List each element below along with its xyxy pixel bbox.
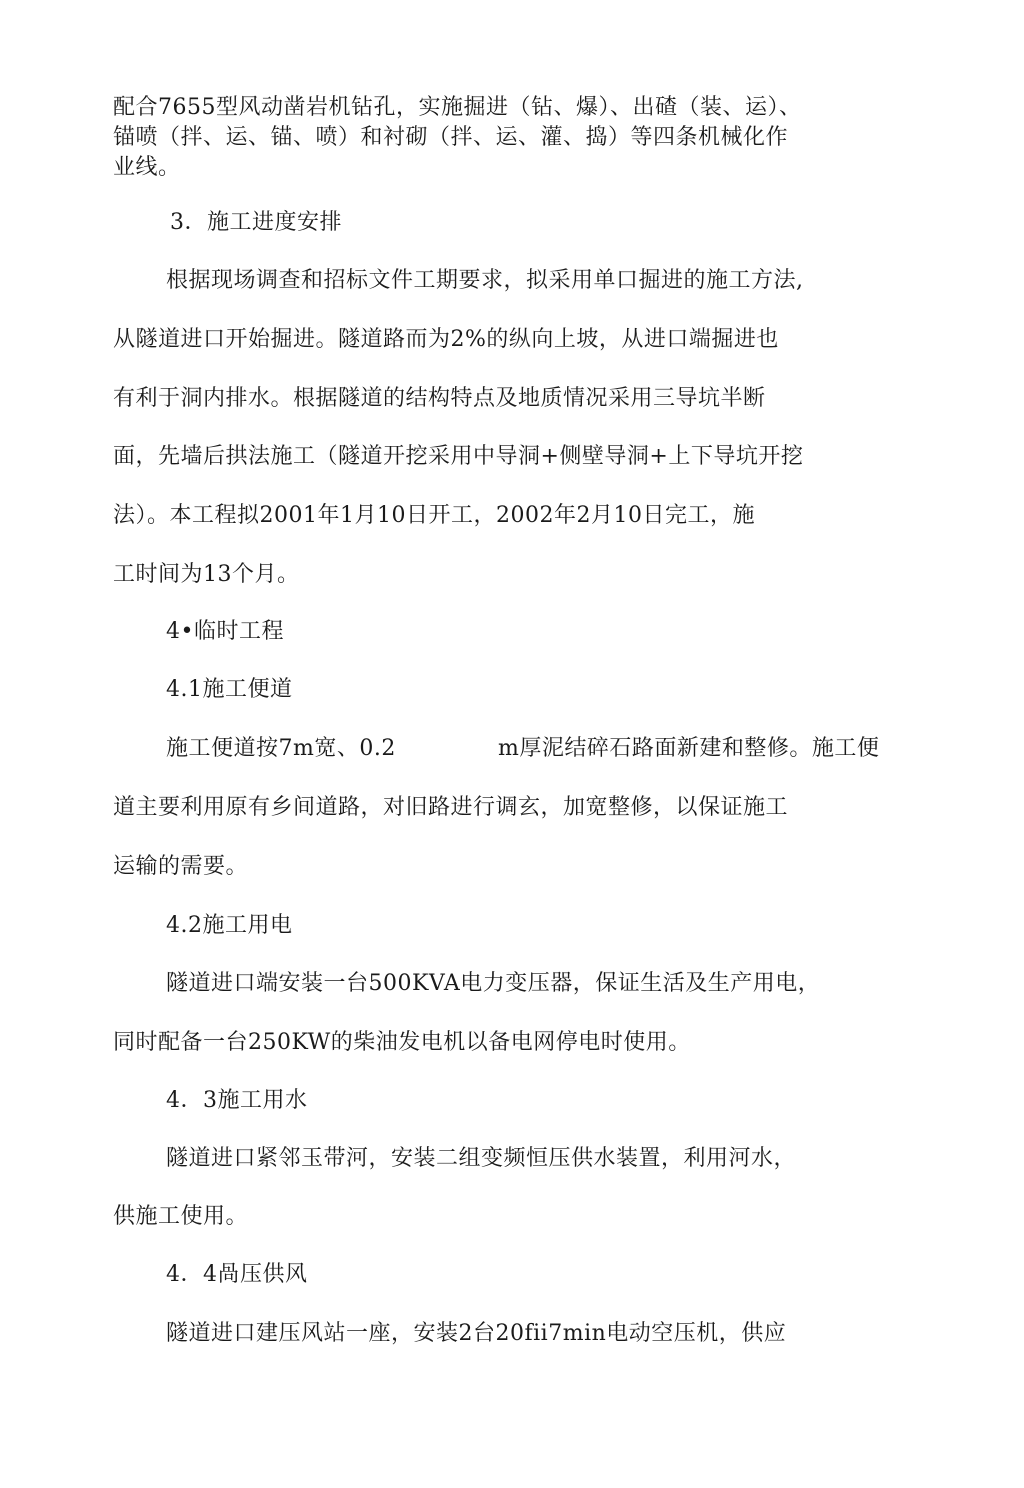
text-line: 供施工使用。	[113, 1204, 249, 1229]
text-line: 隧道进口紧邻玉带河，安装二组变频恒压供水装置，利用河水，	[166, 1146, 797, 1171]
text-line: 道主要利用原有乡间道路，对旧路进行调玄，加宽整修，以保证施工	[113, 795, 789, 820]
text-line: 施工便道按7m宽、0.2	[166, 736, 396, 761]
text-line: 有利于洞内排水。根据隧道的结构特点及地质情况采用三导坑半断	[113, 386, 766, 411]
subsection-heading: 4．3施工用水	[166, 1088, 308, 1113]
text-line: 同时配备一台250KW的柴油发电机以备电网停电时使用。	[113, 1030, 691, 1055]
subsection-heading: 4.1施工便道	[166, 677, 293, 702]
text-line: 工时间为13个月。	[113, 562, 300, 587]
section-heading: 3．施工进度安排	[170, 210, 342, 235]
subsection-heading: 4.2施工用电	[166, 913, 293, 938]
subsection-heading: 4．4咼压供风	[166, 1262, 308, 1287]
text-line: 法）。本工程拟2001年1月10日开工，2002年2月10日完工，施	[113, 503, 755, 528]
text-line: 根据现场调查和招标文件工期要求，拟采用单口掘进的施工方法,	[166, 268, 804, 293]
text-line: 面，先墙后拱法施工（隧道开挖采用中导洞+侧壁导洞+上下导坑开挖	[113, 444, 804, 469]
section-heading: 4•临时工程	[166, 619, 284, 644]
text-line: 业线。	[113, 155, 181, 180]
text-line: 隧道进口端安装一台500KVA电力变压器，保证生活及生产用电，	[166, 971, 821, 996]
text-line: 运输的需要。	[113, 854, 249, 879]
text-line: 隧道进口建压风站一座，安装2台20fii7min电动空压机，供应	[166, 1321, 787, 1346]
text-line: 锚喷（拌、运、锚、喷）和衬砌（拌、运、灌、捣）等四条机械化作	[113, 125, 789, 150]
text-line: 配合7655型风动凿岩机钻孔，实施掘进（钻、爆）、出碴（装、运）、	[113, 95, 802, 120]
text-line: 从隧道进口开始掘进。隧道路而为2%的纵向上坡，从进口端掘进也	[113, 327, 779, 352]
text-line: m厚泥结碎石路面新建和整修。施工便	[498, 736, 880, 761]
